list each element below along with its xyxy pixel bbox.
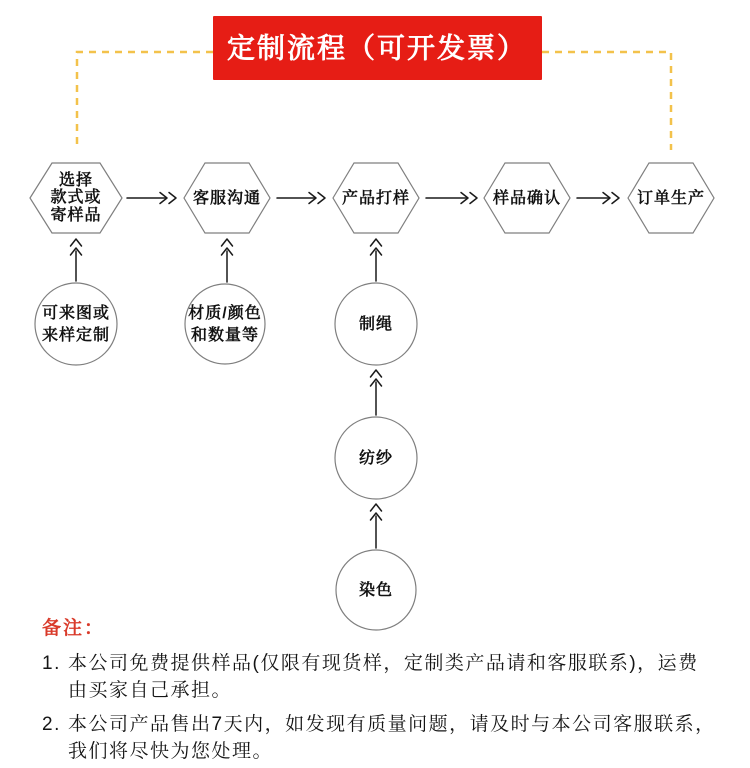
substep-label: 可来图或	[41, 305, 111, 323]
note-number: 2.	[42, 714, 61, 735]
step-label: 客服沟通	[192, 190, 262, 208]
circle-substep-custom-by-sample	[35, 283, 117, 365]
arrow-rope-to-step3	[371, 239, 382, 281]
arrow-spinning-to-rope	[371, 370, 382, 415]
substep-label: 来样定制	[41, 327, 111, 345]
arrow-circle1-to-step1	[71, 239, 82, 281]
dashed-connector-left	[77, 52, 213, 148]
step-label: 选择	[58, 172, 94, 190]
note-number: 1.	[42, 653, 61, 674]
step-label: 样品确认	[492, 190, 562, 208]
dashed-connector-right	[542, 52, 671, 150]
step-label: 订单生产	[636, 190, 706, 208]
arrow-circle2-to-step2	[222, 239, 233, 282]
note-text-line: 本公司免费提供样品(仅限有现货样，定制类产品请和客服联系)，运费	[68, 653, 699, 674]
step-label: 款式或	[50, 189, 102, 207]
arrow-step2-to-step3	[277, 193, 325, 204]
arrow-step4-to-step5	[577, 193, 619, 204]
note-text-line: 本公司产品售出7天内，如发现有质量问题，请及时与本公司客服联系，	[68, 714, 716, 735]
step-label: 产品打样	[341, 190, 411, 208]
note-item-1	[42, 650, 734, 704]
substep-label: 染色	[358, 582, 394, 600]
notes-heading: 备注：	[42, 618, 106, 639]
page-title: 定制流程（可开发票）	[226, 32, 528, 64]
note-text-line: 由买家自己承担。	[68, 680, 233, 701]
circle-substep-material-color	[185, 284, 265, 364]
arrow-step3-to-step4	[426, 193, 477, 204]
note-item-2	[42, 711, 734, 765]
substep-label: 和数量等	[190, 327, 260, 345]
substep-label: 材质/颜色	[188, 305, 262, 323]
arrow-dyeing-to-spinning	[371, 504, 382, 548]
step-label: 寄样品	[50, 207, 102, 225]
substep-label: 制绳	[358, 316, 394, 334]
notes-section	[42, 616, 734, 765]
substep-label: 纺纱	[358, 450, 394, 468]
arrow-step1-to-step2	[127, 193, 176, 204]
note-text-line: 我们将尽快为您处理。	[68, 741, 274, 762]
